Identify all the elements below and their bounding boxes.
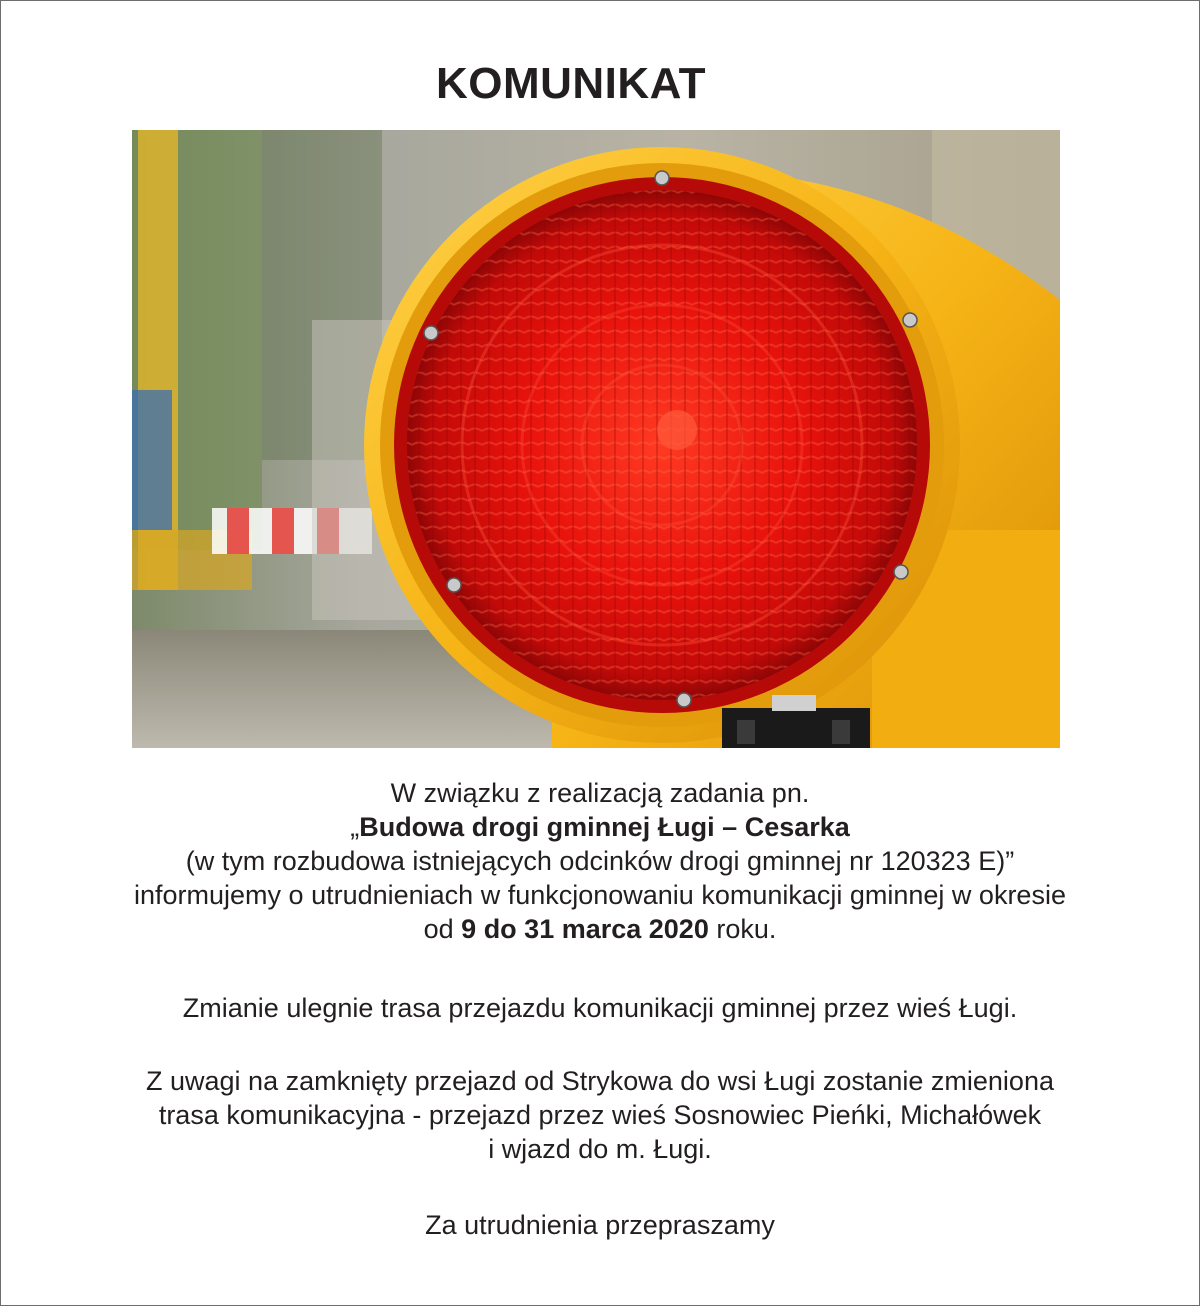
detour-line-2: trasa komunikacyjna - przejazd przez wieś Sosnowiec Pieńki, Michałówek: [158, 1100, 1042, 1130]
notice-period: od 9 do 31 marca 2020 roku.: [423, 914, 777, 944]
notice-intro: [21, 776, 1179, 946]
notice-line-4: informujemy o utrudnieniach w funkcjonowaniu komunikacji gminnej w okresie: [134, 880, 1066, 910]
project-name-bold: Budowa drogi gminnej Ługi – Cesarka: [359, 812, 850, 842]
detour-info: [21, 1064, 1179, 1166]
project-name: „Budowa drogi gminnej Ługi – Cesarka: [350, 812, 850, 842]
apology-text: Za utrudnienia przepraszamy: [425, 1210, 775, 1240]
warning-lamp-image: [132, 130, 1060, 748]
detour-line-1: Z uwagi na zamknięty przejazd od Strykowa do wsi Ługi zostanie zmieniona: [146, 1066, 1054, 1096]
page-title: KOMUNIKAT: [435, 59, 707, 108]
period-dates: 9 do 31 marca 2020: [461, 914, 709, 944]
route-change: [21, 991, 1179, 1025]
apology: [21, 1208, 1179, 1242]
warning-lamp-icon: [132, 130, 1060, 748]
notice-line-1: W związku z realizacją zadania pn.: [390, 778, 810, 808]
project-scope: (w tym rozbudowa istniejących odcinków drogi gminnej nr 120323 E)”: [185, 846, 1015, 876]
route-change-text: Zmianie ulegnie trasa przejazdu komunikacji gminnej przez wieś Ługi.: [182, 993, 1018, 1023]
detour-line-3: i wjazd do m. Ługi.: [488, 1134, 712, 1164]
